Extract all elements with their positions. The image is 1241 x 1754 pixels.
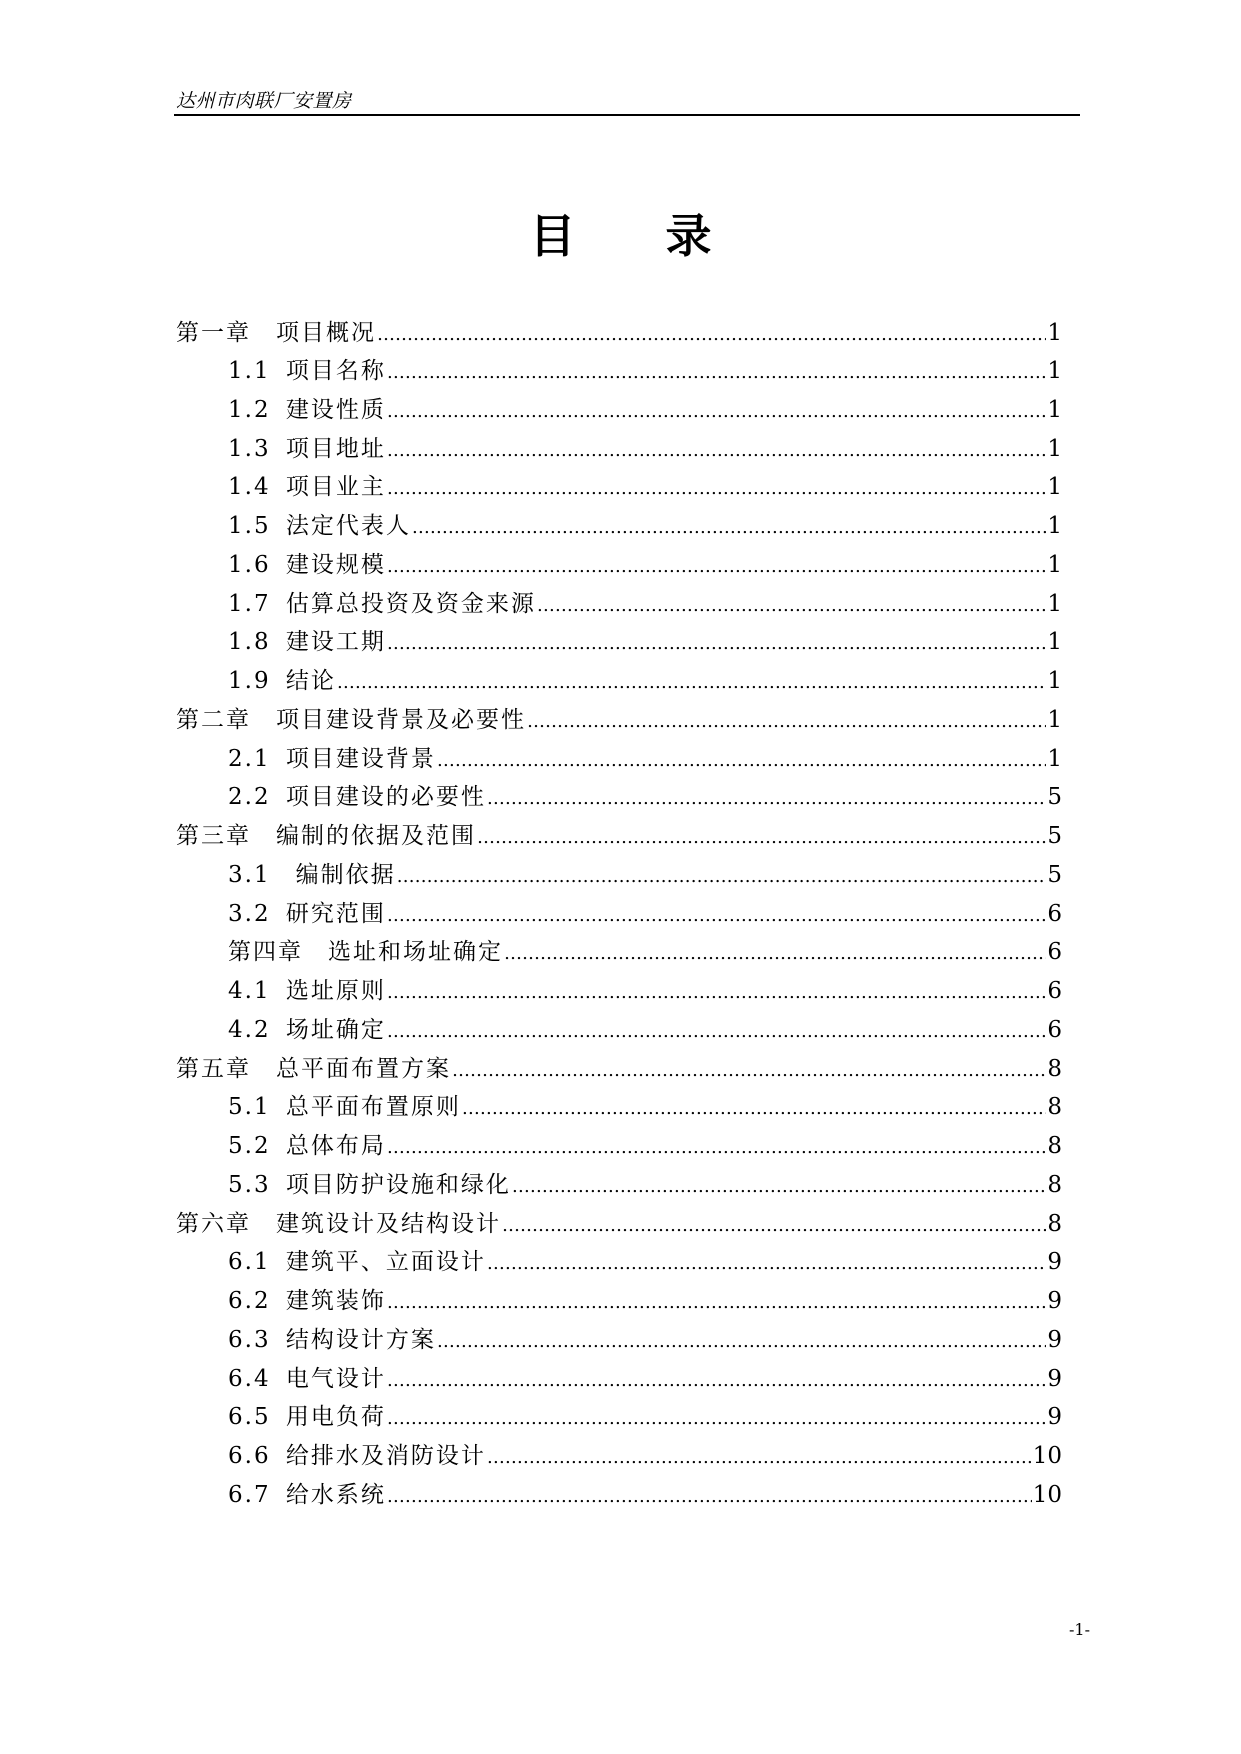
toc-dot-leader xyxy=(387,354,1046,392)
toc-entry-page: 1 xyxy=(1047,746,1062,772)
toc-entry-label: 5.2 总体布局 xyxy=(228,1133,386,1159)
toc-dot-leader xyxy=(387,974,1046,1012)
toc-dot-leader xyxy=(412,509,1046,547)
toc-entry[interactable] xyxy=(176,817,1062,855)
toc-entry-page: 1 xyxy=(1047,707,1062,733)
toc-entry-page: 8 xyxy=(1047,1133,1062,1159)
toc-entry[interactable] xyxy=(228,933,1062,971)
toc-dot-leader xyxy=(504,935,1046,973)
toc-entry[interactable] xyxy=(176,1205,1062,1243)
toc-entry[interactable] xyxy=(228,507,1062,545)
header-rule xyxy=(174,114,1080,116)
toc-entry-label: 1.4 项目业主 xyxy=(228,474,386,500)
toc-entry-page: 8 xyxy=(1047,1056,1062,1082)
toc-entry[interactable] xyxy=(176,701,1062,739)
toc-entry-page: 5 xyxy=(1047,784,1062,810)
toc-dot-leader xyxy=(462,1090,1046,1128)
toc-entry-label: 6.2 建筑装饰 xyxy=(228,1288,386,1314)
toc-entry[interactable] xyxy=(228,468,1062,506)
toc-entry[interactable] xyxy=(228,1321,1062,1359)
toc-entry[interactable] xyxy=(228,546,1062,584)
toc-entry-page: 10 xyxy=(1032,1482,1062,1508)
toc-entry-label: 6.7 给水系统 xyxy=(228,1482,386,1508)
toc-entry-label: 1.9 结论 xyxy=(228,668,336,694)
toc-entry[interactable] xyxy=(176,1050,1062,1088)
toc-dot-leader xyxy=(377,316,1046,354)
toc-dot-leader xyxy=(387,1284,1046,1322)
toc-dot-leader xyxy=(527,703,1046,741)
toc-entry[interactable] xyxy=(228,972,1062,1010)
toc-entry[interactable] xyxy=(228,1166,1062,1204)
toc-entry[interactable] xyxy=(176,314,1062,352)
toc-title: 目录 xyxy=(529,209,802,263)
toc-entry-label: 第四章 选址和场址确定 xyxy=(228,939,503,965)
toc-entry-label: 4.2 场址确定 xyxy=(228,1017,386,1043)
toc-entry-label: 4.1 选址原则 xyxy=(228,978,386,1004)
page-number: -1- xyxy=(1069,1620,1090,1639)
toc-dot-leader xyxy=(512,1168,1046,1206)
toc-entry-page: 6 xyxy=(1047,978,1062,1004)
toc-dot-leader xyxy=(387,548,1046,586)
toc-entry-label: 1.6 建设规模 xyxy=(228,552,386,578)
toc-dot-leader xyxy=(387,1362,1046,1400)
toc-entry-label: 1.2 建设性质 xyxy=(228,397,386,423)
toc-entry-label: 5.3 项目防护设施和绿化 xyxy=(228,1172,511,1198)
toc-entry-page: 1 xyxy=(1047,358,1062,384)
toc-entry-label: 1.3 项目地址 xyxy=(228,436,386,462)
toc-dot-leader xyxy=(437,742,1046,780)
toc-entry-label: 1.8 建设工期 xyxy=(228,629,386,655)
toc-entry[interactable] xyxy=(228,585,1062,623)
toc-dot-leader xyxy=(487,1439,1032,1477)
toc-entry-page: 9 xyxy=(1047,1249,1062,1275)
toc-entry-label: 6.4 电气设计 xyxy=(228,1366,386,1392)
toc-entry-label: 3.1 编制依据 xyxy=(228,862,396,888)
toc-entry[interactable] xyxy=(228,1127,1062,1165)
toc-entry-label: 第一章 项目概况 xyxy=(176,320,376,346)
toc-entry-label: 第二章 项目建设背景及必要性 xyxy=(176,707,526,733)
toc-entry[interactable] xyxy=(228,352,1062,390)
toc-entry[interactable] xyxy=(228,778,1062,816)
toc-dot-leader xyxy=(387,393,1046,431)
toc-entry-page: 5 xyxy=(1047,862,1062,888)
toc-dot-leader xyxy=(537,587,1046,625)
toc-entry-page: 8 xyxy=(1047,1211,1062,1237)
toc-entry-label: 6.5 用电负荷 xyxy=(228,1404,386,1430)
toc-entry-label: 6.1 建筑平、立面设计 xyxy=(228,1249,486,1275)
toc-entry-page: 9 xyxy=(1047,1366,1062,1392)
toc-entry-label: 5.1 总平面布置原则 xyxy=(228,1094,461,1120)
toc-entry[interactable] xyxy=(228,623,1062,661)
toc-entry-page: 5 xyxy=(1047,823,1062,849)
toc-dot-leader xyxy=(387,1129,1046,1167)
toc-entry[interactable] xyxy=(228,1360,1062,1398)
toc-entry[interactable] xyxy=(228,1282,1062,1320)
toc-dot-leader xyxy=(487,780,1046,818)
toc-entry-label: 1.7 估算总投资及资金来源 xyxy=(228,591,536,617)
toc-entry[interactable] xyxy=(228,391,1062,429)
toc-entry-label: 第六章 建筑设计及结构设计 xyxy=(176,1211,501,1237)
toc-dot-leader xyxy=(437,1323,1046,1361)
toc-entry-page: 1 xyxy=(1047,552,1062,578)
toc-entry[interactable] xyxy=(228,430,1062,468)
toc-entry[interactable] xyxy=(228,1243,1062,1281)
toc-entry[interactable] xyxy=(228,1011,1062,1049)
toc-entry-page: 1 xyxy=(1047,591,1062,617)
toc-entry-page: 1 xyxy=(1047,513,1062,539)
toc-entry-page: 1 xyxy=(1047,436,1062,462)
toc-entry-page: 8 xyxy=(1047,1094,1062,1120)
toc-entry-page: 10 xyxy=(1032,1443,1062,1469)
toc-dot-leader xyxy=(487,1245,1046,1283)
toc-dot-leader xyxy=(387,1478,1032,1516)
toc-entry-page: 9 xyxy=(1047,1327,1062,1353)
toc-dot-leader xyxy=(387,1400,1046,1438)
toc-entry-page: 9 xyxy=(1047,1404,1062,1430)
toc-entry-label: 3.2 研究范围 xyxy=(228,901,386,927)
toc-entry-page: 6 xyxy=(1047,1017,1062,1043)
toc-entry-label: 2.2 项目建设的必要性 xyxy=(228,784,486,810)
toc-entry-label: 2.1 项目建设背景 xyxy=(228,746,436,772)
toc-entry-page: 1 xyxy=(1047,668,1062,694)
toc-dot-leader xyxy=(387,470,1046,508)
toc-entry[interactable] xyxy=(228,740,1062,778)
toc-entry-page: 1 xyxy=(1047,320,1062,346)
toc-entry[interactable] xyxy=(228,856,1062,894)
toc-dot-leader xyxy=(387,1013,1046,1051)
toc-entry-page: 6 xyxy=(1047,901,1062,927)
toc-entry-page: 1 xyxy=(1047,629,1062,655)
toc-dot-leader xyxy=(387,625,1046,663)
toc-entry-page: 1 xyxy=(1047,474,1062,500)
toc-entry[interactable] xyxy=(228,1437,1062,1475)
toc-entry-label: 第三章 编制的依据及范围 xyxy=(176,823,476,849)
toc-entry-page: 1 xyxy=(1047,397,1062,423)
toc-entry-page: 6 xyxy=(1047,939,1062,965)
toc-entry-label: 1.1 项目名称 xyxy=(228,358,386,384)
toc-entry[interactable] xyxy=(228,1398,1062,1436)
toc-entry-label: 1.5 法定代表人 xyxy=(228,513,411,539)
toc-dot-leader xyxy=(452,1052,1046,1090)
toc-entry-page: 8 xyxy=(1047,1172,1062,1198)
toc-entry-label: 6.3 结构设计方案 xyxy=(228,1327,436,1353)
toc-entry[interactable] xyxy=(228,895,1062,933)
toc-entry-label: 6.6 给排水及消防设计 xyxy=(228,1443,486,1469)
toc-dot-leader xyxy=(337,664,1046,702)
toc-entry[interactable] xyxy=(228,662,1062,700)
toc-entry-page: 9 xyxy=(1047,1288,1062,1314)
running-header: 达州市肉联厂安置房 xyxy=(176,90,352,112)
toc-dot-leader xyxy=(397,858,1047,896)
toc-entry[interactable] xyxy=(228,1088,1062,1126)
toc-entry-label: 第五章 总平面布置方案 xyxy=(176,1056,451,1082)
toc-dot-leader xyxy=(387,432,1046,470)
toc-dot-leader xyxy=(387,897,1046,935)
toc-dot-leader xyxy=(502,1207,1046,1245)
toc-entry[interactable] xyxy=(228,1476,1062,1514)
toc-dot-leader xyxy=(477,819,1046,857)
